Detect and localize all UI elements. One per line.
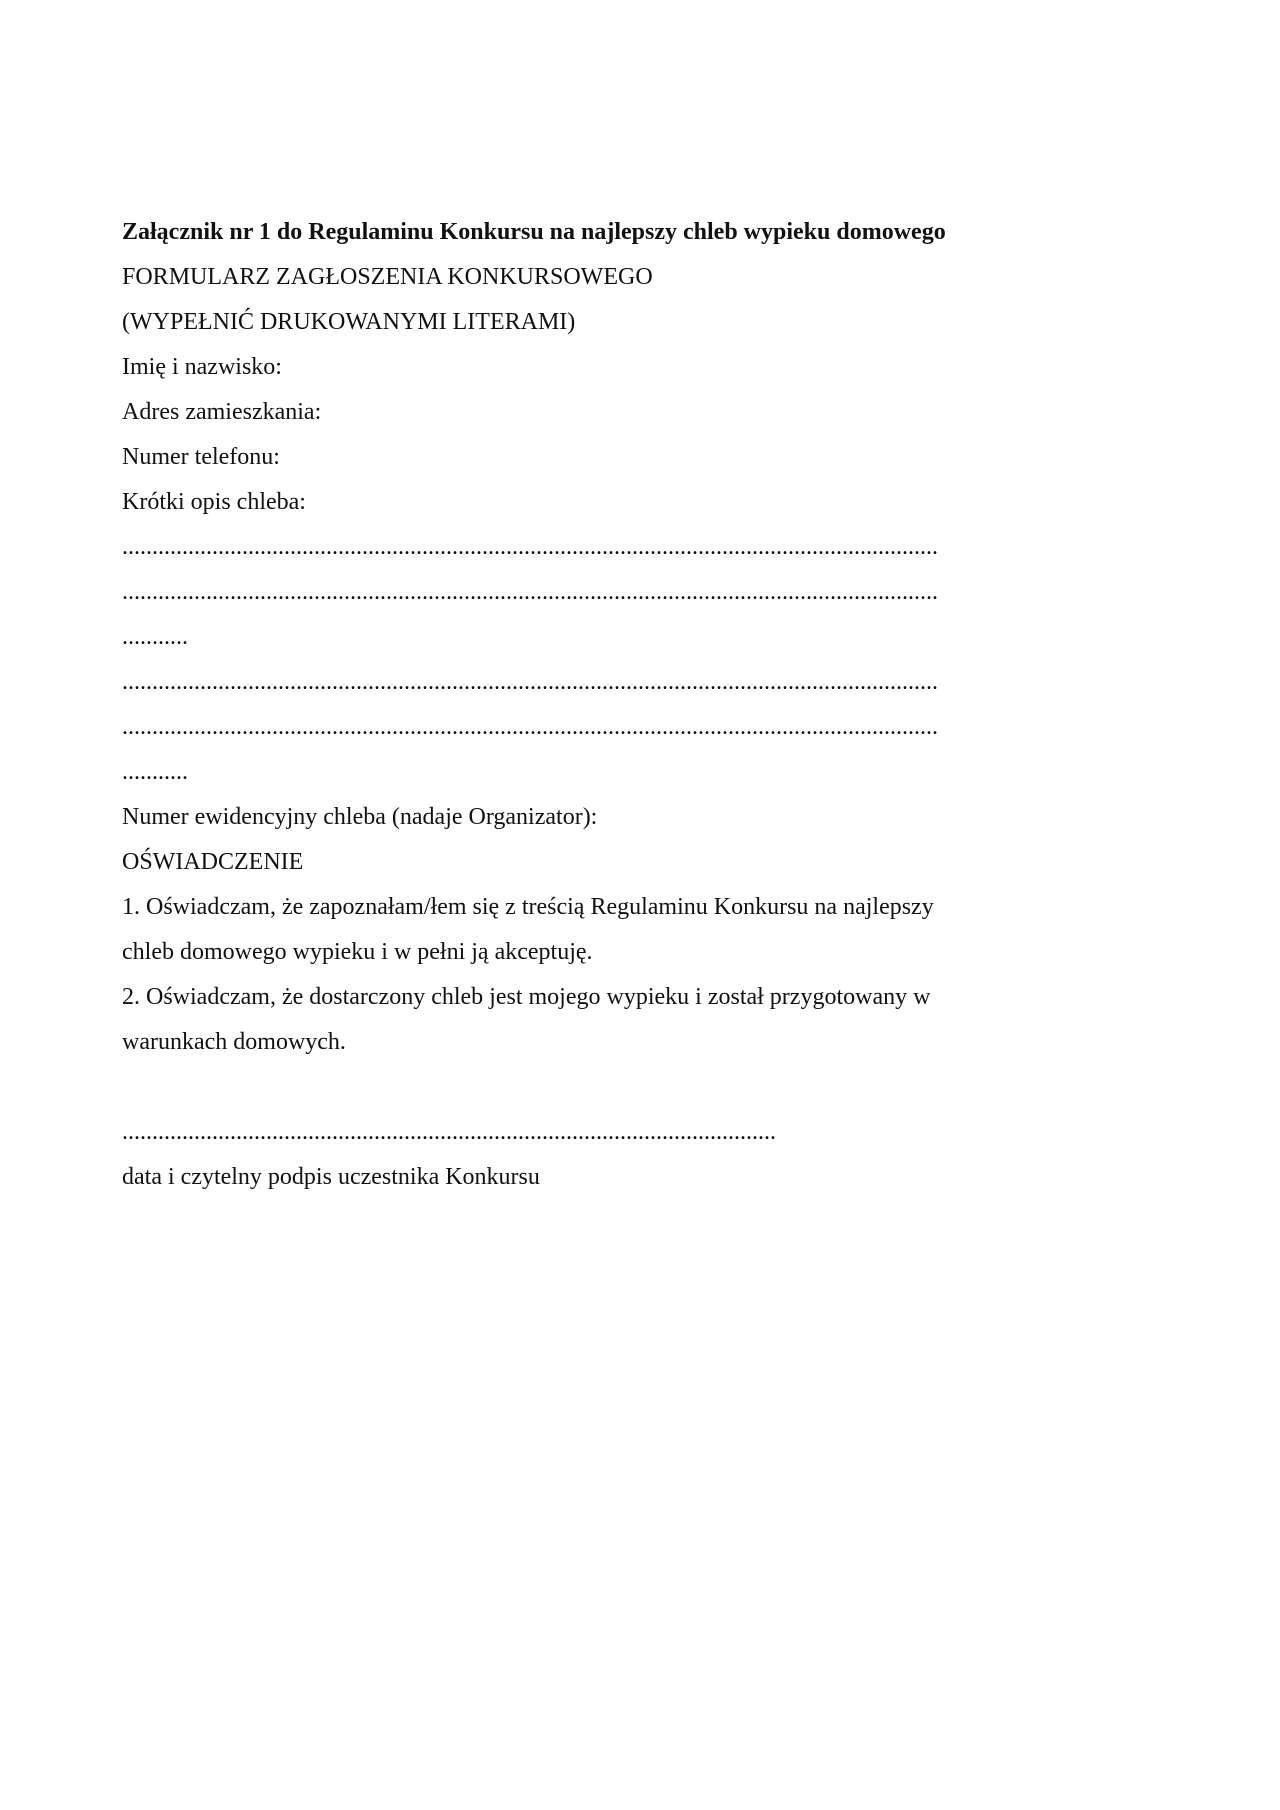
description-dotted-line-2: ........................................................................................................................................ (122, 579, 938, 605)
statement-item-2-line-1: 2. Oświadczam, że dostarczony chleb jest mojego wypieku i został przygotowany w (122, 984, 931, 1010)
registration-number-label: Numer ewidencyjny chleba (nadaje Organizator): (122, 804, 598, 830)
description-dotted-line-1: ........................................................................................................................................ (122, 534, 938, 560)
address-field-label: Adres zamieszkania: (122, 399, 322, 425)
description-dotted-line-6: ........... (122, 759, 188, 785)
name-field-label: Imię i nazwisko: (122, 354, 282, 380)
description-dotted-line-5: ........................................................................................................................................ (122, 714, 938, 740)
description-dotted-line-4: ........................................................................................................................................ (122, 669, 938, 695)
signature-dotted-line: ............................................................................................................. (122, 1119, 776, 1145)
description-dotted-line-3: ........... (122, 624, 188, 650)
document-title: Załącznik nr 1 do Regulaminu Konkursu na najlepszy chleb wypieku domowego (122, 219, 946, 245)
form-name: FORMULARZ ZAGŁOSZENIA KONKURSOWEGO (122, 264, 653, 290)
document-page (122, 210, 1172, 1200)
description-field-label: Krótki opis chleba: (122, 489, 306, 515)
statement-heading: OŚWIADCZENIE (122, 849, 304, 875)
signature-caption: data i czytelny podpis uczestnika Konkursu (122, 1164, 540, 1190)
fill-instruction: (WYPEŁNIĆ DRUKOWANYMI LITERAMI) (122, 309, 576, 335)
statement-item-2-line-2: warunkach domowych. (122, 1029, 346, 1055)
statement-item-1-line-1: 1. Oświadczam, że zapoznałam/łem się z treścią Regulaminu Konkursu na najlepszy (122, 894, 934, 920)
phone-field-label: Numer telefonu: (122, 444, 280, 470)
statement-item-1-line-2: chleb domowego wypieku i w pełni ją akceptuję. (122, 939, 593, 965)
spacer (122, 1065, 1172, 1110)
